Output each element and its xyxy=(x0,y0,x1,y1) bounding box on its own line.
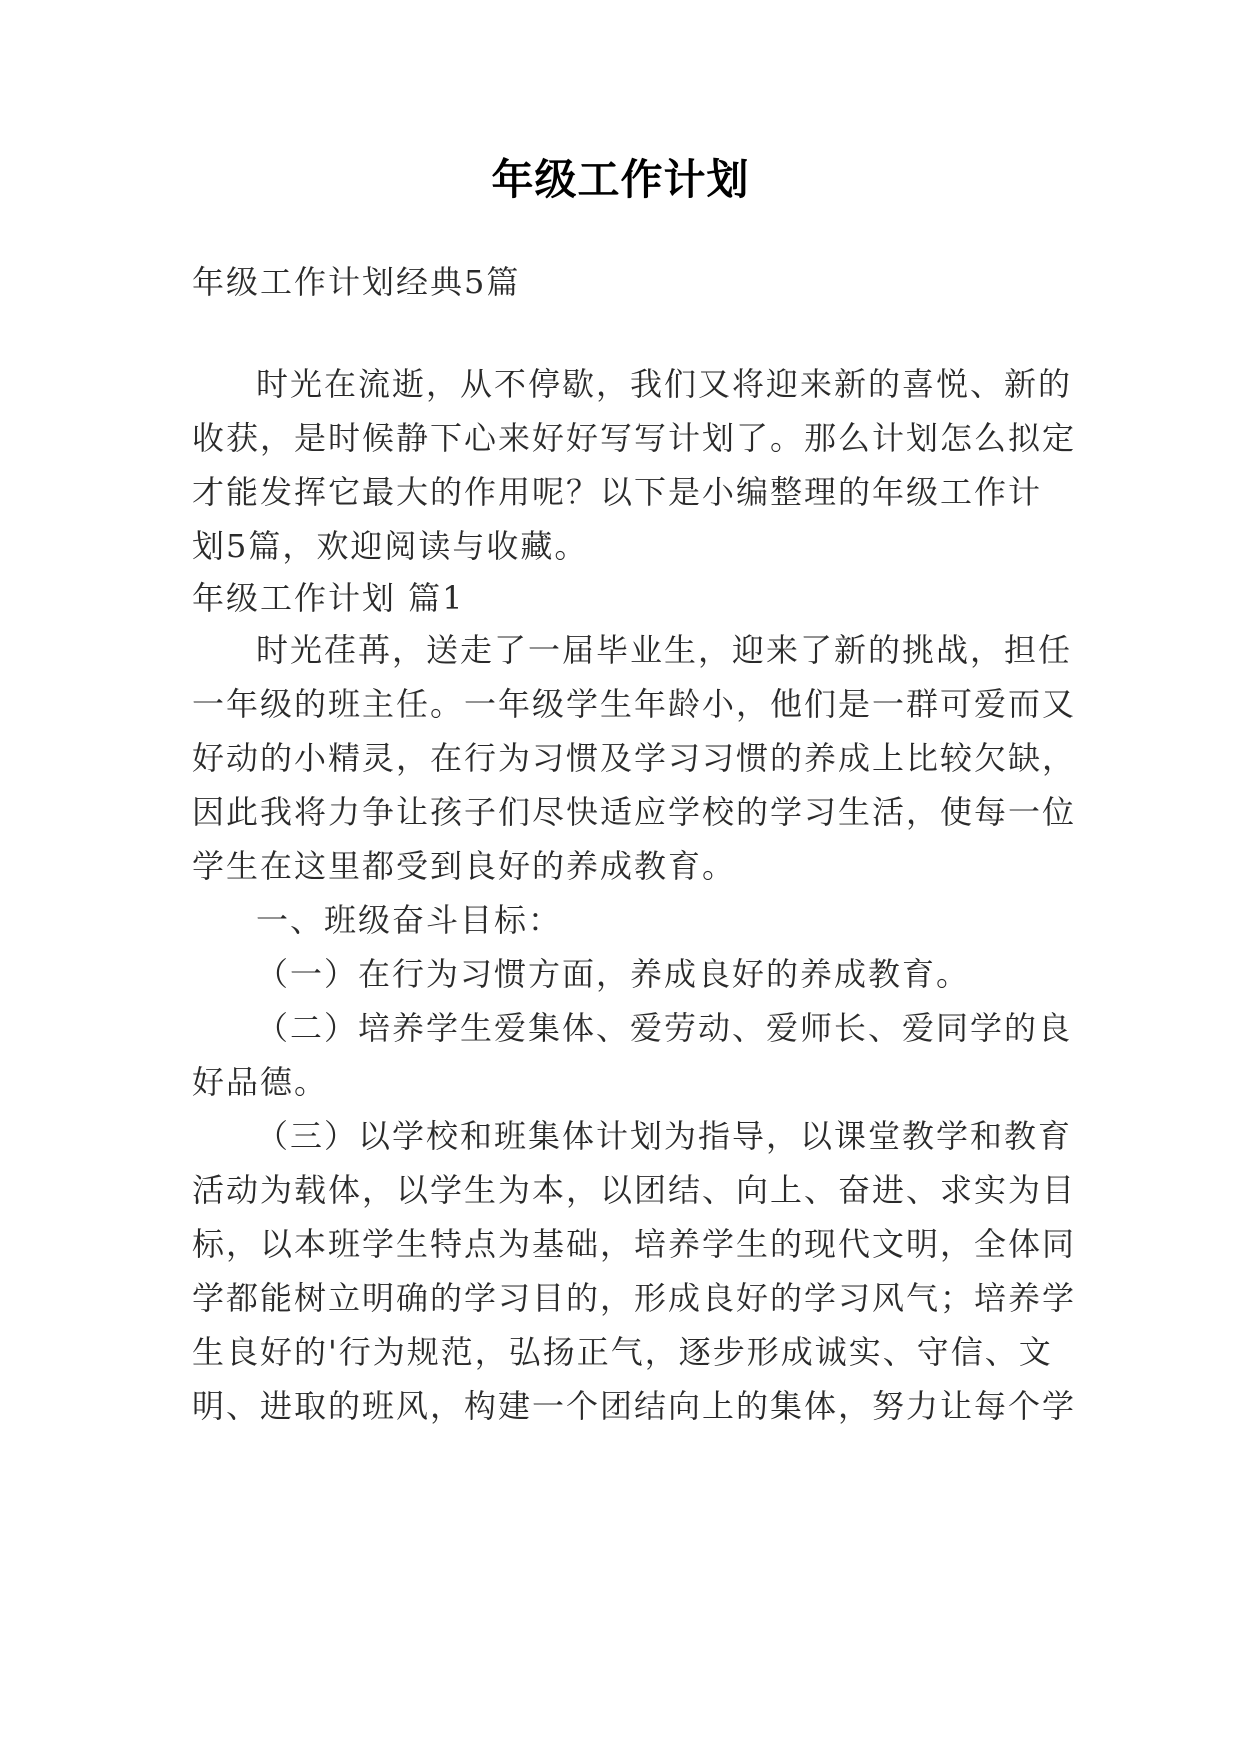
paragraph-line: 时光荏苒，送走了一届毕业生，迎来了新的挑战，担任 xyxy=(256,631,1073,669)
document-subtitle: 年级工作计划经典5篇 xyxy=(192,263,521,301)
intro-line: 才能发挥它最大的作用呢？以下是小编整理的年级工作计 xyxy=(192,473,1043,511)
paragraph-line: 一年级的班主任。一年级学生年龄小，他们是一群可爱而又 xyxy=(192,685,1077,723)
list-item: （三）以学校和班集体计划为指导，以课堂教学和教育 xyxy=(256,1117,1073,1155)
paragraph-line: 因此我将力争让孩子们尽快适应学校的学习生活，使每一位 xyxy=(192,793,1077,831)
list-item-continuation: 明、进取的班风，构建一个团结向上的集体，努力让每个学 xyxy=(192,1387,1077,1425)
list-item-continuation: 学都能树立明确的学习目的，形成良好的学习风气；培养学 xyxy=(192,1279,1077,1317)
list-item-continuation: 好品德。 xyxy=(192,1063,329,1101)
intro-line: 时光在流逝，从不停歇，我们又将迎来新的喜悦、新的 xyxy=(256,365,1073,403)
intro-line: 收获，是时候静下心来好好写写计划了。那么计划怎么拟定 xyxy=(192,419,1077,457)
paragraph-line: 好动的小精灵，在行为习惯及学习习惯的养成上比较欠缺， xyxy=(192,739,1077,777)
goal-heading: 一、班级奋斗目标： xyxy=(256,901,563,939)
document-title: 年级工作计划 xyxy=(491,155,750,204)
document-body xyxy=(192,0,1077,1754)
list-item-continuation: 标，以本班学生特点为基础，培养学生的现代文明，全体同 xyxy=(192,1225,1077,1263)
list-item: （二）培养学生爱集体、爱劳动、爱师长、爱同学的良 xyxy=(256,1009,1073,1047)
list-item: （一）在行为习惯方面，养成良好的养成教育。 xyxy=(256,955,971,993)
section-heading: 年级工作计划 篇1 xyxy=(192,579,465,617)
paragraph-line: 学生在这里都受到良好的养成教育。 xyxy=(192,847,737,885)
list-item-continuation: 生良好的'行为规范，弘扬正气，逐步形成诚实、守信、文 xyxy=(192,1333,1053,1371)
intro-line: 划5篇，欢迎阅读与收藏。 xyxy=(192,527,589,565)
list-item-continuation: 活动为载体，以学生为本，以团结、向上、奋进、求实为目 xyxy=(192,1171,1077,1209)
